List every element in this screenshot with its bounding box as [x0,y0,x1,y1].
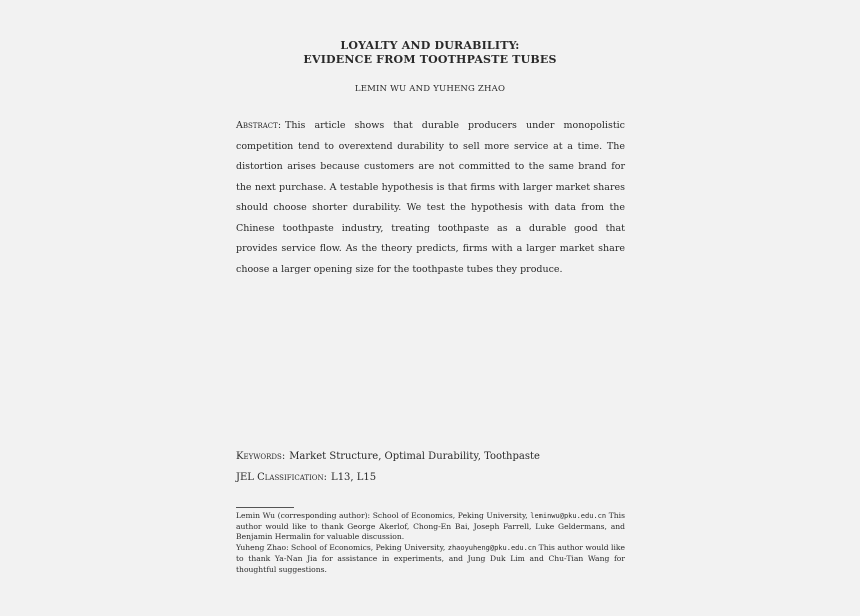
footnote-wu-text: Lemin Wu (corresponding author): School of Economics, Peking University, [236,511,528,520]
abstract-text: This article shows that durable producers under monopolistic competition tend to overextend durability to sell more service at a time. The distortion arises because customers are not committed to the same brand for the next purchase. A testable hypothesis is that firms with larger market shares should choose shorter durability. We test the hypothesis with data from the Chinese toothpaste industry, treating toothpaste as a durable good that provides service flow. As the theory predicts, firms with a larger market share choose a larger opening size for the toothpaste tubes they produce. [236,120,625,275]
title-line-1: LOYALTY AND DURABILITY: [340,39,520,52]
jel-classification [236,472,625,483]
footnote-wu [236,511,625,543]
abstract [236,116,625,280]
paper-title [0,39,860,67]
jel-text: L13, L15 [331,472,377,483]
footnote-zhao-email: zhaoyuheng@pku.edu.cn [447,544,537,553]
footnote-wu-thanks: This author would like to thank George Akerlof, Chong-En Bai, Joseph Farrell, Luke Geldermans, and Benjamin Hermalin for valuable discussion. [236,511,625,542]
abstract-label: Abstract: [236,120,282,131]
footnote-rule [236,507,294,508]
author-line: LEMIN WU AND YUHENG ZHAO [354,84,506,94]
keywords [236,451,625,462]
keywords-text: Market Structure, Optimal Durability, Toothpaste [289,451,540,462]
footnote-zhao-thanks: This author would like to thank Ya-Nan Jia for assistance in experiments, and Jung Duk Lim and Chu-Tian Wang for thoughtful suggestions. [236,543,625,574]
footnote-zhao-text: Yuheng Zhao: School of Economics, Peking University, [236,543,446,553]
footnotes [236,511,625,575]
footnote-zhao [236,543,625,575]
footnote-wu-email: leminwu@pku.edu.cn [530,512,607,520]
jel-label: JEL Classification: [236,472,328,483]
title-line-2: EVIDENCE FROM TOOTHPASTE TUBES [303,53,557,66]
keywords-label: Keywords: [236,451,286,462]
